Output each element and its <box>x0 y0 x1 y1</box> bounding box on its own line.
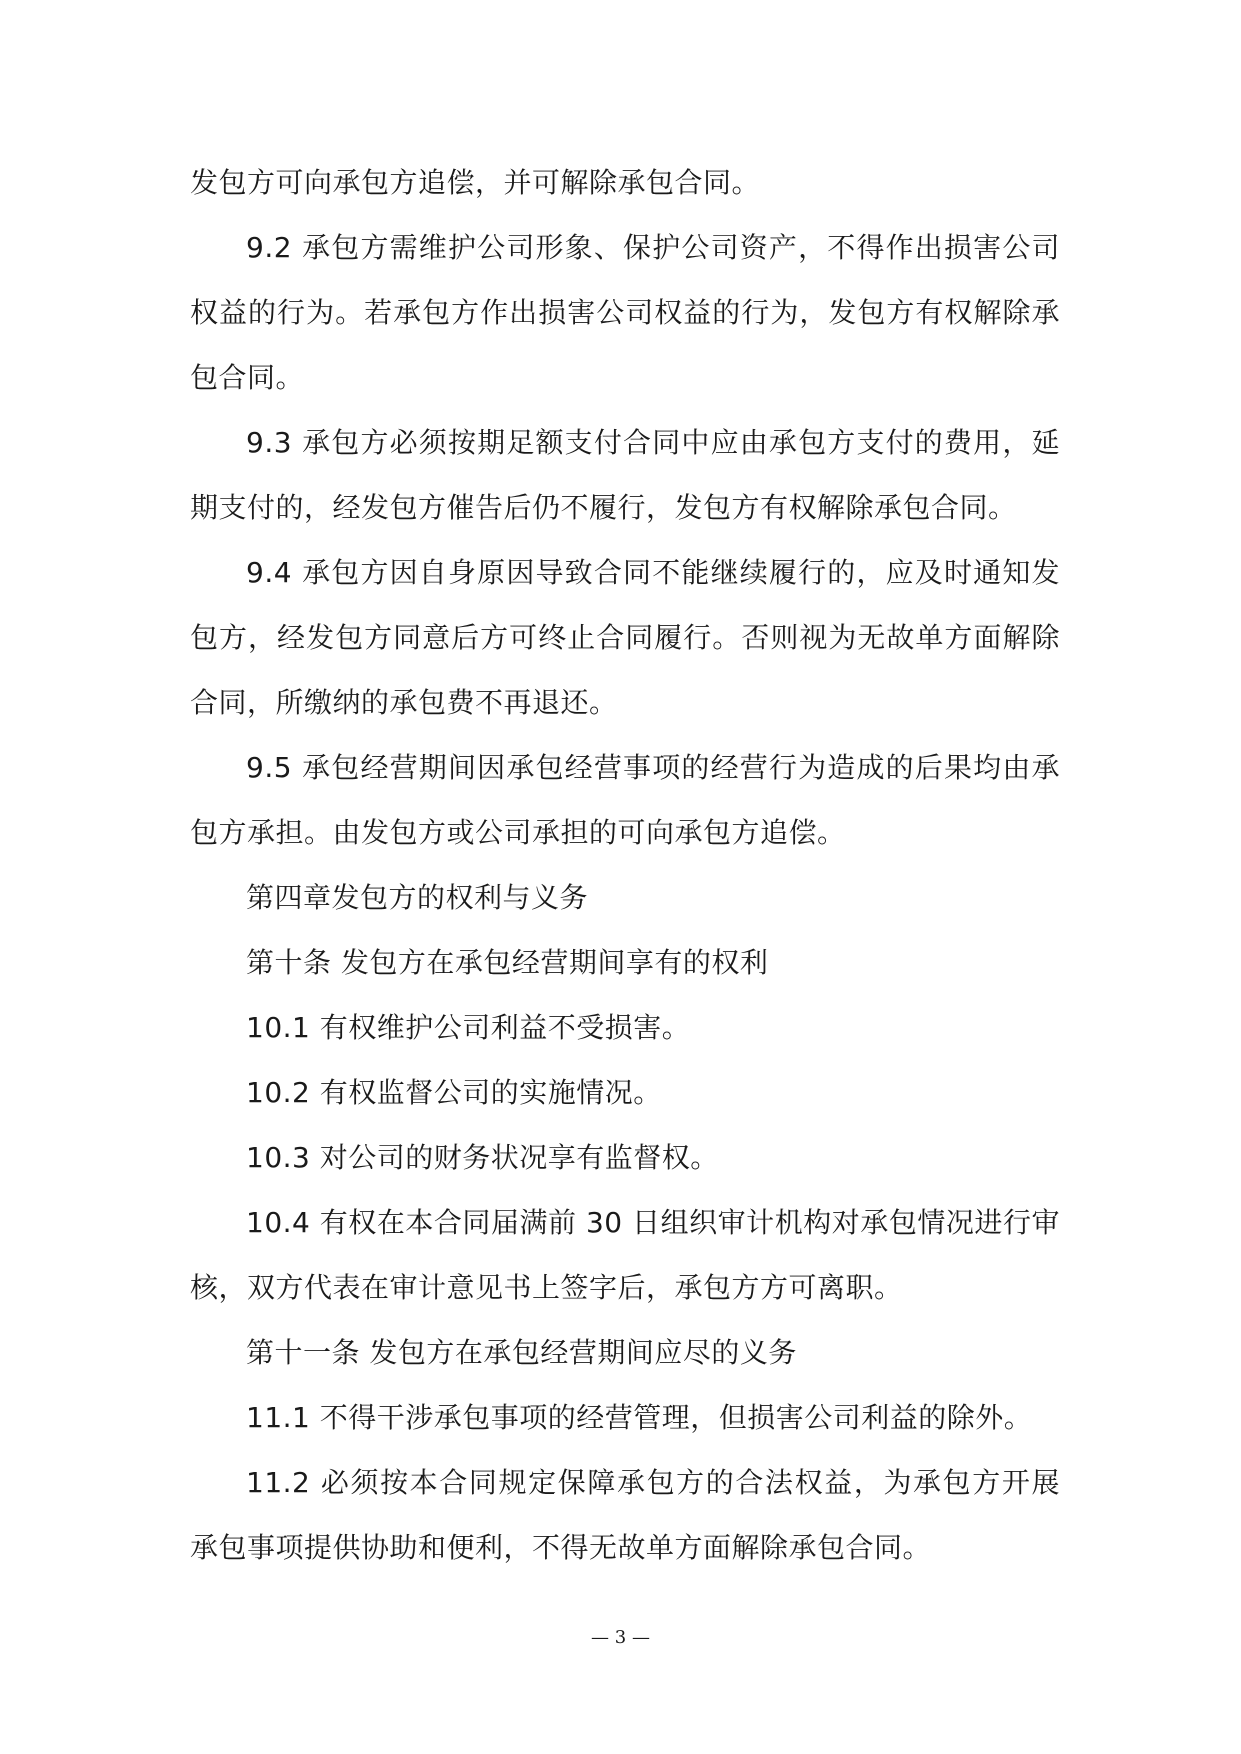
paragraph-continuation: 发包方可向承包方追偿，并可解除承包合同。 <box>190 166 761 199</box>
clause-11-2: 11.2 必须按本合同规定保障承包方的合法权益，为承包方开展承包事项提供协助和便利，不得无故单方面解除承包合同。 <box>190 1466 1060 1564</box>
clause-10-2: 10.2 有权监督公司的实施情况。 <box>246 1076 662 1109</box>
clause-10-1: 10.1 有权维护公司利益不受损害。 <box>246 1011 691 1044</box>
article-10-heading: 第十条 发包方在承包经营期间享有的权利 <box>246 946 769 979</box>
clause-9-2: 9.2 承包方需维护公司形象、保护公司资产，不得作出损害公司权益的行为。若承包方作出损害公司权益的行为，发包方有权解除承包合同。 <box>190 231 1060 394</box>
article-11-heading: 第十一条 发包方在承包经营期间应尽的义务 <box>246 1336 797 1369</box>
clause-10-3: 10.3 对公司的财务状况享有监督权。 <box>246 1141 719 1174</box>
clause-11-1: 11.1 不得干涉承包事项的经营管理，但损害公司利益的除外。 <box>246 1401 1033 1434</box>
clause-10-4: 10.4 有权在本合同届满前 30 日组织审计机构对承包情况进行审核，双方代表在审计意见书上签字后，承包方方可离职。 <box>190 1206 1060 1304</box>
body-text <box>190 150 1060 1580</box>
chapter-heading: 第四章发包方的权利与义务 <box>246 881 589 914</box>
clause-9-4: 9.4 承包方因自身原因导致合同不能继续履行的，应及时通知发包方，经发包方同意后方可终止合同履行。否则视为无故单方面解除合同，所缴纳的承包费不再退还。 <box>190 556 1060 719</box>
clause-9-3: 9.3 承包方必须按期足额支付合同中应由承包方支付的费用，延期支付的，经发包方催告后仍不履行，发包方有权解除承包合同。 <box>190 426 1060 524</box>
clause-9-5: 9.5 承包经营期间因承包经营事项的经营行为造成的后果均由承包方承担。由发包方或公司承担的可向承包方追偿。 <box>190 751 1060 849</box>
page-number: — 3 — <box>591 1627 650 1648</box>
